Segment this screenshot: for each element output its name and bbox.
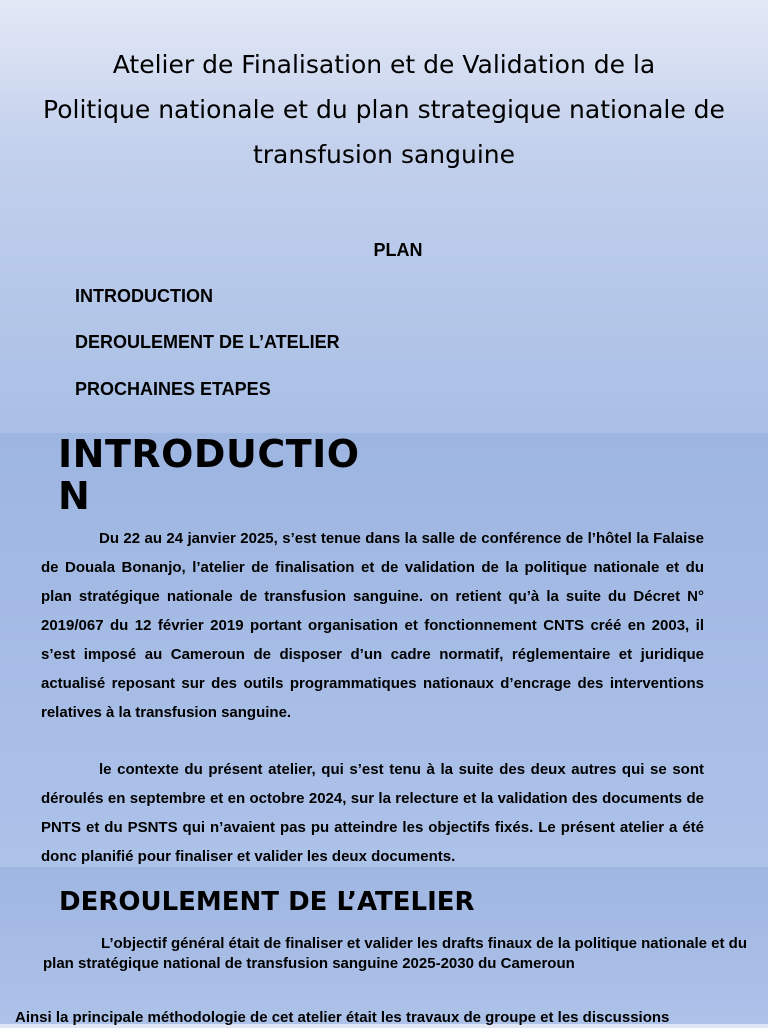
body-paragraph: Du 22 au 24 janvier 2025, s’est tenue dans la salle de conférence de l’hôtel la Falaise de Douala Bonanjo, l’atelier de finalisation et de validation de la politique nationale et du plan stratégique nationale de transfusion sanguine. on retient qu’à la suite du Décret N° 2019/067 du 12 février 2019 portant organisation et fonctionnement CNTS créé en 2003, il s’est imposé au Cameroun de disposer d’un cadre normatif, réglementaire et juridique actualisé reposant sur des outils programmatiques nationaux d’encrage des interventions relatives à la transfusion sanguine. [41,530,704,721]
slide-deroulement [0,867,768,1024]
slide-plan [0,0,768,433]
plan-label: PLAN [373,240,423,260]
section-heading: INTRODUCTION [58,432,360,518]
body-paragraph: Ainsi la principale méthodologie de cet atelier était les travaux de groupe et les discussions [15,1009,670,1026]
title-line: Atelier de Finalisation et de Validation de la [112,50,656,79]
body-paragraph: le contexte du présent atelier, qui s’est tenu à la suite des deux autres qui se sont déroulés en septembre et en octobre 2024, sur la relecture et la validation des documents de PNTS et du PSNTS qui n’avaient pas pu atteindre les objectifs fixés. Le présent atelier a été donc planifié pour finaliser et valider les deux documents. [41,761,704,865]
plan-item-prochaines-etapes: PROCHAINES ETAPES [75,379,271,399]
title-line: transfusion sanguine [252,140,516,169]
plan-item-introduction: INTRODUCTION [75,286,213,306]
slide-title [20,42,748,177]
body-paragraph: L’objectif général était de finaliser et valider les drafts finaux de la politique nationale et du plan stratégique national de transfusion sanguine 2025-2030 du Cameroun [43,935,747,972]
slide-introduction [0,433,768,867]
title-line: Politique nationale et du plan strategique nationale de [43,95,725,124]
section-heading: DEROULEMENT DE L’ATELIER [59,887,475,917]
plan-item-deroulement: DEROULEMENT DE L’ATELIER [75,332,340,352]
